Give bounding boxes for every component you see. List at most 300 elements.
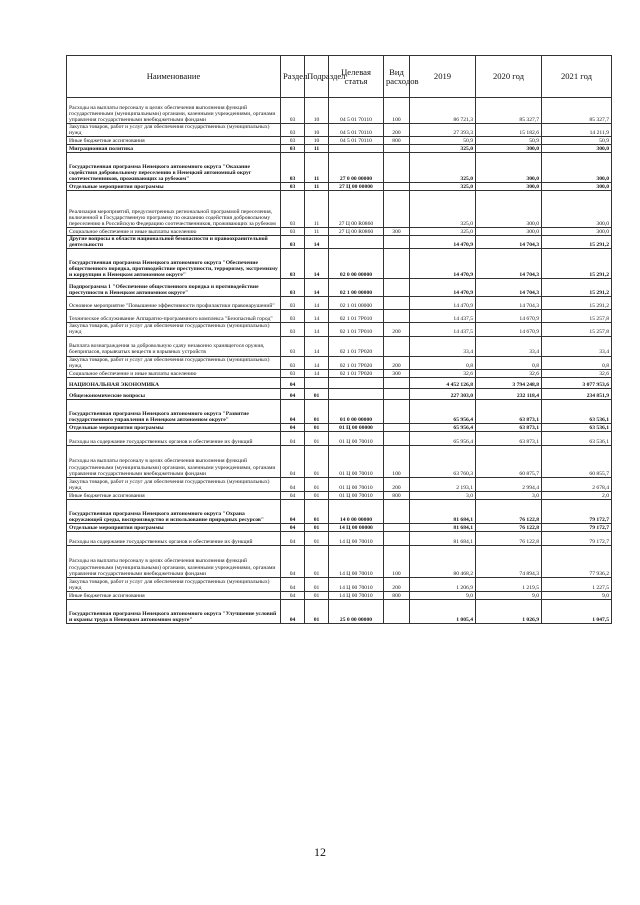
cell-2021: 77 936,2: [542, 545, 612, 577]
cell-name: Выплата вознаграждения за добровольную сдачу незаконно хранящегося оружия, боеприпасов, взрывчатых веществ и взрывных устройств: [67, 336, 281, 356]
cell-razdel: 03: [281, 369, 305, 377]
cell-podrazdel: 01: [305, 388, 329, 399]
cell-2021: 85 327,7: [542, 98, 612, 124]
table-row: [67, 477, 612, 491]
cell-podrazdel: 10: [305, 137, 329, 145]
table-row: [67, 228, 612, 236]
cell-name: Расходы на выплаты персоналу в целях обеспечения выполнения функций государственными (муниципальными) органами, казенными учреждениями, органами управления государственными внебюджетными фондами: [67, 545, 281, 577]
cell-2021: 1 047,5: [542, 599, 612, 623]
cell-2020: 14 704,3: [476, 236, 542, 249]
cell-podrazdel: 01: [305, 499, 329, 523]
cell-2019: 33,4: [410, 336, 476, 356]
cell-razdel: 03: [281, 98, 305, 124]
cell-2020: 76 122,8: [476, 499, 542, 523]
table-row: [67, 591, 612, 599]
cell-2019: 227 303,0: [410, 388, 476, 399]
cell-2019: 1 005,4: [410, 599, 476, 623]
cell-2019: 325,0: [410, 228, 476, 236]
table-row: [67, 153, 612, 183]
cell-name: Отдельные мероприятия программы: [67, 183, 281, 191]
cell-razdel: 04: [281, 377, 305, 388]
cell-2021: 15 257,8: [542, 323, 612, 336]
cell-name: Расходы на содержание государственных органов и обеспечение их функций: [67, 431, 281, 445]
cell-podrazdel: 14: [305, 310, 329, 323]
table-row: [67, 236, 612, 249]
cell-2019: 9,0: [410, 591, 476, 599]
cell-podrazdel: 11: [305, 153, 329, 183]
cell-razdel: 04: [281, 445, 305, 477]
col-2021-header: 2021 год: [542, 56, 612, 98]
cell-podrazdel: 01: [305, 577, 329, 591]
cell-2021: 63 536,1: [542, 423, 612, 431]
cell-type: 800: [384, 137, 410, 145]
cell-target: 27 Ц 00 R0860: [329, 228, 384, 236]
cell-name: Государственная программа Ненецкого автономного округа "Оказание содействия добровольному переселению в Ненецкий автономный округ соотечественников, проживающих за рубежом": [67, 153, 281, 183]
cell-type: [384, 297, 410, 310]
cell-2021: 15 291,2: [542, 236, 612, 249]
cell-2020: 60 875,7: [476, 445, 542, 477]
cell-razdel: 03: [281, 279, 305, 297]
table-row: [67, 297, 612, 310]
table-row: [67, 145, 612, 153]
cell-2020: 1 026,9: [476, 599, 542, 623]
cell-name: Основное мероприятие "Повышение эффективности профилактики правонарушений": [67, 297, 281, 310]
cell-name: Социальное обеспечение и иные выплаты населению: [67, 228, 281, 236]
cell-name: Подпрограмма 1 "Обеспечение общественного порядка и противодействие преступности в Ненецком автономном округе": [67, 279, 281, 297]
cell-2021: 15 257,8: [542, 310, 612, 323]
table-row: [67, 279, 612, 297]
cell-type: 200: [384, 124, 410, 137]
cell-2020: 14 704,3: [476, 297, 542, 310]
cell-2019: 81 684,1: [410, 499, 476, 523]
cell-2019: 14 437,5: [410, 323, 476, 336]
cell-2021: 300,0: [542, 183, 612, 191]
cell-podrazdel: 01: [305, 477, 329, 491]
cell-2021: 60 855,7: [542, 445, 612, 477]
cell-target: 27 Ц 00 R0860: [329, 191, 384, 228]
cell-razdel: 04: [281, 591, 305, 599]
cell-target: 02 1 01 7P020: [329, 336, 384, 356]
cell-type: [384, 431, 410, 445]
table-row: [67, 356, 612, 369]
table-row: [67, 577, 612, 591]
cell-razdel: 04: [281, 399, 305, 423]
cell-type: [384, 279, 410, 297]
cell-podrazdel: 14: [305, 297, 329, 310]
cell-2019: 2 193,1: [410, 477, 476, 491]
cell-type: 200: [384, 323, 410, 336]
cell-2021: 79 172,7: [542, 531, 612, 545]
cell-name: Миграционная политика: [67, 145, 281, 153]
cell-razdel: 04: [281, 423, 305, 431]
col-2019-header: 2019: [410, 56, 476, 98]
cell-podrazdel: [305, 377, 329, 388]
cell-razdel: 03: [281, 356, 305, 369]
cell-2019: 325,0: [410, 191, 476, 228]
cell-name: Отдельные мероприятия программы: [67, 523, 281, 531]
cell-2020: 63 873,1: [476, 431, 542, 445]
cell-razdel: 04: [281, 599, 305, 623]
cell-type: [384, 388, 410, 399]
cell-2020: 0,8: [476, 356, 542, 369]
cell-target: 14 Ц 00 70010: [329, 577, 384, 591]
cell-2019: 0,8: [410, 356, 476, 369]
cell-2019: 325,0: [410, 153, 476, 183]
cell-type: [384, 183, 410, 191]
cell-2019: 63 760,3: [410, 445, 476, 477]
cell-2019: 86 721,3: [410, 98, 476, 124]
cell-name: Иные бюджетные ассигнования: [67, 491, 281, 499]
table-row: [67, 336, 612, 356]
cell-target: 02 1 01 7P020: [329, 369, 384, 377]
cell-2019: 65 956,4: [410, 399, 476, 423]
cell-name: Государственная программа Ненецкого автономного округа "Улучшение условий и охраны труда в Ненецком автономном округе": [67, 599, 281, 623]
cell-razdel: 03: [281, 336, 305, 356]
cell-podrazdel: 14: [305, 369, 329, 377]
cell-type: 100: [384, 545, 410, 577]
cell-2019: 14 437,5: [410, 310, 476, 323]
cell-2019: 14 470,9: [410, 236, 476, 249]
cell-target: [329, 145, 384, 153]
cell-target: 02 0 00 00000: [329, 249, 384, 279]
cell-2021: 63 536,1: [542, 431, 612, 445]
col-2020-header: 2020 год: [476, 56, 542, 98]
cell-name: Техническое обслуживание Аппаратно-программного комплекса "Безопасный город": [67, 310, 281, 323]
cell-razdel: 03: [281, 153, 305, 183]
cell-2020: 300,0: [476, 191, 542, 228]
cell-razdel: 03: [281, 183, 305, 191]
table-row: [67, 388, 612, 399]
table-row: [67, 124, 612, 137]
cell-name: Расходы на выплаты персоналу в целях обеспечения выполнения функций государственными (муниципальными) органами, казенными учреждениями, органами управления государственными внебюджетными фондами: [67, 98, 281, 124]
cell-2020: 300,0: [476, 228, 542, 236]
cell-name: Закупка товаров, работ и услуг для обеспечения государственных (муниципальных) нужд: [67, 577, 281, 591]
cell-razdel: 03: [281, 124, 305, 137]
cell-podrazdel: 14: [305, 323, 329, 336]
cell-name: Закупка товаров, работ и услуг для обеспечения государственных (муниципальных) нужд: [67, 477, 281, 491]
cell-2020: 3 794 248,8: [476, 377, 542, 388]
col-type-header: Вид расходов: [384, 56, 410, 98]
cell-razdel: 04: [281, 523, 305, 531]
col-podrazdel-header: Подраздел: [305, 56, 329, 98]
cell-type: [384, 191, 410, 228]
cell-2020: 33,4: [476, 336, 542, 356]
cell-2020: 1 219,5: [476, 577, 542, 591]
cell-podrazdel: 11: [305, 183, 329, 191]
cell-podrazdel: 01: [305, 445, 329, 477]
cell-podrazdel: 01: [305, 599, 329, 623]
cell-2020: 9,0: [476, 591, 542, 599]
table-row: [67, 137, 612, 145]
cell-podrazdel: 11: [305, 191, 329, 228]
cell-podrazdel: 01: [305, 431, 329, 445]
col-name-header: Наименование: [67, 56, 281, 98]
cell-2021: 9,0: [542, 591, 612, 599]
cell-target: [329, 236, 384, 249]
cell-razdel: 04: [281, 545, 305, 577]
cell-name: Другие вопросы в области национальной безопасности и правоохранительной деятельности: [67, 236, 281, 249]
cell-razdel: 04: [281, 577, 305, 591]
cell-name: Расходы на содержание государственных органов и обеспечение их функций: [67, 531, 281, 545]
cell-name: Иные бюджетные ассигнования: [67, 591, 281, 599]
cell-razdel: 03: [281, 191, 305, 228]
cell-type: 100: [384, 98, 410, 124]
cell-2020: 15 182,6: [476, 124, 542, 137]
cell-2021: 0,8: [542, 356, 612, 369]
cell-target: 02 1 01 7P010: [329, 323, 384, 336]
cell-podrazdel: 01: [305, 531, 329, 545]
cell-name: Государственная программа Ненецкого автономного округа "Обеспечение общественного порядка, противодействие преступности, терроризму, экстремизму и коррупции в Ненецком автономном округе": [67, 249, 281, 279]
cell-name: Социальное обеспечение и иные выплаты населению: [67, 369, 281, 377]
cell-podrazdel: 14: [305, 279, 329, 297]
cell-name: Отдельные мероприятия программы: [67, 423, 281, 431]
col-razdel-header: Раздел: [281, 56, 305, 98]
cell-podrazdel: 01: [305, 545, 329, 577]
cell-2021: 79 172,7: [542, 523, 612, 531]
table-row: [67, 531, 612, 545]
cell-2019: 27 393,3: [410, 124, 476, 137]
cell-2021: 2 678,4: [542, 477, 612, 491]
table-row: [67, 423, 612, 431]
table-row: [67, 98, 612, 124]
cell-target: 14 0 00 00000: [329, 499, 384, 523]
cell-2020: 14 670,9: [476, 310, 542, 323]
budget-table: [66, 55, 612, 624]
cell-razdel: 03: [281, 228, 305, 236]
cell-type: 300: [384, 228, 410, 236]
cell-podrazdel: 10: [305, 98, 329, 124]
cell-2021: 234 851,9: [542, 388, 612, 399]
cell-2020: 74 894,3: [476, 545, 542, 577]
cell-2021: 3 077 953,6: [542, 377, 612, 388]
table-row: [67, 523, 612, 531]
cell-razdel: 04: [281, 499, 305, 523]
cell-razdel: 03: [281, 236, 305, 249]
cell-razdel: 04: [281, 491, 305, 499]
table-row: [67, 183, 612, 191]
cell-target: 14 Ц 00 70010: [329, 545, 384, 577]
cell-razdel: 03: [281, 310, 305, 323]
cell-razdel: 03: [281, 297, 305, 310]
cell-podrazdel: 01: [305, 591, 329, 599]
page-number: 12: [314, 845, 326, 859]
cell-2021: 300,0: [542, 145, 612, 153]
cell-target: 01 Ц 00 70010: [329, 431, 384, 445]
cell-target: 25 0 00 00000: [329, 599, 384, 623]
table-row: [67, 369, 612, 377]
cell-target: 01 0 00 00000: [329, 399, 384, 423]
cell-name: Закупка товаров, работ и услуг для обеспечения государственных (муниципальных) нужд: [67, 356, 281, 369]
cell-2020: 300,0: [476, 145, 542, 153]
cell-target: 04 5 01 70110: [329, 137, 384, 145]
cell-type: 200: [384, 356, 410, 369]
cell-type: 800: [384, 491, 410, 499]
cell-2021: 2,0: [542, 491, 612, 499]
cell-name: Государственная программа Ненецкого автономного округа "Развитие государственного управления в Ненецком автономном округе": [67, 399, 281, 423]
cell-2021: 79 172,7: [542, 499, 612, 523]
cell-2020: 3,0: [476, 491, 542, 499]
cell-2021: 15 291,2: [542, 279, 612, 297]
cell-razdel: 04: [281, 531, 305, 545]
cell-podrazdel: 11: [305, 228, 329, 236]
table-row: [67, 499, 612, 523]
table-row: [67, 191, 612, 228]
cell-2021: 14 211,9: [542, 124, 612, 137]
cell-2021: 32,6: [542, 369, 612, 377]
cell-target: 02 1 00 00000: [329, 279, 384, 297]
cell-2019: 32,6: [410, 369, 476, 377]
cell-type: [384, 145, 410, 153]
cell-2019: 4 452 126,8: [410, 377, 476, 388]
cell-2019: 50,9: [410, 137, 476, 145]
cell-type: [384, 423, 410, 431]
cell-type: 100: [384, 445, 410, 477]
cell-2019: 81 684,1: [410, 523, 476, 531]
cell-podrazdel: 14: [305, 336, 329, 356]
cell-target: 01 Ц 00 00000: [329, 423, 384, 431]
cell-target: [329, 388, 384, 399]
cell-2019: 14 470,9: [410, 279, 476, 297]
cell-2019: 81 684,1: [410, 531, 476, 545]
cell-type: [384, 310, 410, 323]
cell-podrazdel: 14: [305, 249, 329, 279]
cell-razdel: 03: [281, 145, 305, 153]
cell-target: 14 Ц 00 70010: [329, 531, 384, 545]
cell-name: Иные бюджетные ассигнования: [67, 137, 281, 145]
cell-target: 14 Ц 00 00000: [329, 523, 384, 531]
cell-2021: 15 291,2: [542, 297, 612, 310]
cell-type: [384, 336, 410, 356]
cell-type: [384, 236, 410, 249]
cell-2021: 50,9: [542, 137, 612, 145]
cell-podrazdel: 01: [305, 423, 329, 431]
cell-2021: 1 227,5: [542, 577, 612, 591]
table-row: [67, 431, 612, 445]
cell-name: НАЦИОНАЛЬНАЯ ЭКОНОМИКА: [67, 377, 281, 388]
cell-podrazdel: 01: [305, 491, 329, 499]
cell-target: 27 Ц 00 00000: [329, 183, 384, 191]
cell-type: [384, 249, 410, 279]
cell-2021: 300,0: [542, 228, 612, 236]
cell-razdel: 03: [281, 323, 305, 336]
cell-2020: 14 704,3: [476, 249, 542, 279]
cell-target: 02 1 01 7P020: [329, 356, 384, 369]
cell-2019: 1 206,9: [410, 577, 476, 591]
cell-target: 01 Ц 00 70010: [329, 477, 384, 491]
cell-2019: 65 956,4: [410, 423, 476, 431]
table-row: [67, 599, 612, 623]
cell-2020: 50,9: [476, 137, 542, 145]
cell-2020: 300,0: [476, 153, 542, 183]
cell-target: 04 5 01 70110: [329, 124, 384, 137]
cell-2020: 85 327,7: [476, 98, 542, 124]
cell-type: 200: [384, 477, 410, 491]
cell-2019: 14 470,9: [410, 297, 476, 310]
header-row: [67, 56, 612, 98]
cell-target: 02 1 01 7P010: [329, 310, 384, 323]
table-row: [67, 545, 612, 577]
cell-2019: 3,0: [410, 491, 476, 499]
cell-2020: 63 873,1: [476, 399, 542, 423]
cell-2019: 325,0: [410, 183, 476, 191]
cell-2021: 63 536,1: [542, 399, 612, 423]
cell-target: 27 0 00 00000: [329, 153, 384, 183]
cell-name: Реализация мероприятий, предусмотренных региональной программой переселения, включенной в Государственную программу по оказанию содействия добровольному переселению в Российскую Федерацию соотечественников, проживающих за рубежом: [67, 191, 281, 228]
cell-2020: 76 122,8: [476, 523, 542, 531]
cell-name: Расходы на выплаты персоналу в целях обеспечения выполнения функций государственными (муниципальными) органами, казенными учреждениями, органами управления государственными внебюджетными фондами: [67, 445, 281, 477]
cell-2020: 300,0: [476, 183, 542, 191]
table-row: [67, 249, 612, 279]
cell-razdel: 04: [281, 388, 305, 399]
cell-name: Государственная программа Ненецкого автономного округа "Охрана окружающей среды, воспроизводство и использование природных ресурсов": [67, 499, 281, 523]
cell-target: 04 5 01 70110: [329, 98, 384, 124]
cell-razdel: 04: [281, 431, 305, 445]
cell-type: [384, 153, 410, 183]
cell-2020: 14 704,3: [476, 279, 542, 297]
cell-podrazdel: 11: [305, 145, 329, 153]
cell-razdel: 03: [281, 137, 305, 145]
table-row: [67, 491, 612, 499]
table-row: [67, 310, 612, 323]
table-body: [67, 98, 612, 624]
cell-type: 200: [384, 577, 410, 591]
cell-2020: 2 994,4: [476, 477, 542, 491]
cell-2019: 80 468,2: [410, 545, 476, 577]
cell-podrazdel: 14: [305, 356, 329, 369]
cell-target: [329, 377, 384, 388]
table-row: [67, 377, 612, 388]
cell-target: 02 1 01 00000: [329, 297, 384, 310]
cell-2020: 232 118,4: [476, 388, 542, 399]
cell-name: Общеэкономические вопросы: [67, 388, 281, 399]
cell-podrazdel: 01: [305, 523, 329, 531]
cell-2021: 15 291,2: [542, 249, 612, 279]
cell-target: 14 Ц 00 70010: [329, 591, 384, 599]
cell-2020: 63 873,1: [476, 423, 542, 431]
cell-type: [384, 599, 410, 623]
cell-2020: 76 122,8: [476, 531, 542, 545]
cell-type: [384, 523, 410, 531]
cell-2020: 14 670,9: [476, 323, 542, 336]
cell-2019: 14 470,9: [410, 249, 476, 279]
table-row: [67, 445, 612, 477]
table-row: [67, 399, 612, 423]
cell-2020: 32,6: [476, 369, 542, 377]
cell-2021: 300,0: [542, 191, 612, 228]
cell-razdel: 03: [281, 249, 305, 279]
cell-target: 01 Ц 00 70010: [329, 445, 384, 477]
cell-2019: 65 956,4: [410, 431, 476, 445]
cell-2021: 300,0: [542, 153, 612, 183]
cell-type: [384, 399, 410, 423]
cell-2019: 325,0: [410, 145, 476, 153]
cell-2021: 33,4: [542, 336, 612, 356]
cell-podrazdel: 10: [305, 124, 329, 137]
cell-type: 800: [384, 591, 410, 599]
cell-razdel: 04: [281, 477, 305, 491]
cell-type: [384, 531, 410, 545]
cell-podrazdel: 01: [305, 399, 329, 423]
cell-target: 01 Ц 00 70010: [329, 491, 384, 499]
cell-name: Закупка товаров, работ и услуг для обеспечения государственных (муниципальных) нужд: [67, 124, 281, 137]
cell-podrazdel: 14: [305, 236, 329, 249]
table-header: [67, 56, 612, 98]
table-row: [67, 323, 612, 336]
col-target-header: Целевая статья: [329, 56, 384, 98]
cell-type: 300: [384, 369, 410, 377]
cell-type: [384, 377, 410, 388]
cell-name: Закупка товаров, работ и услуг для обеспечения государственных (муниципальных) нужд: [67, 323, 281, 336]
